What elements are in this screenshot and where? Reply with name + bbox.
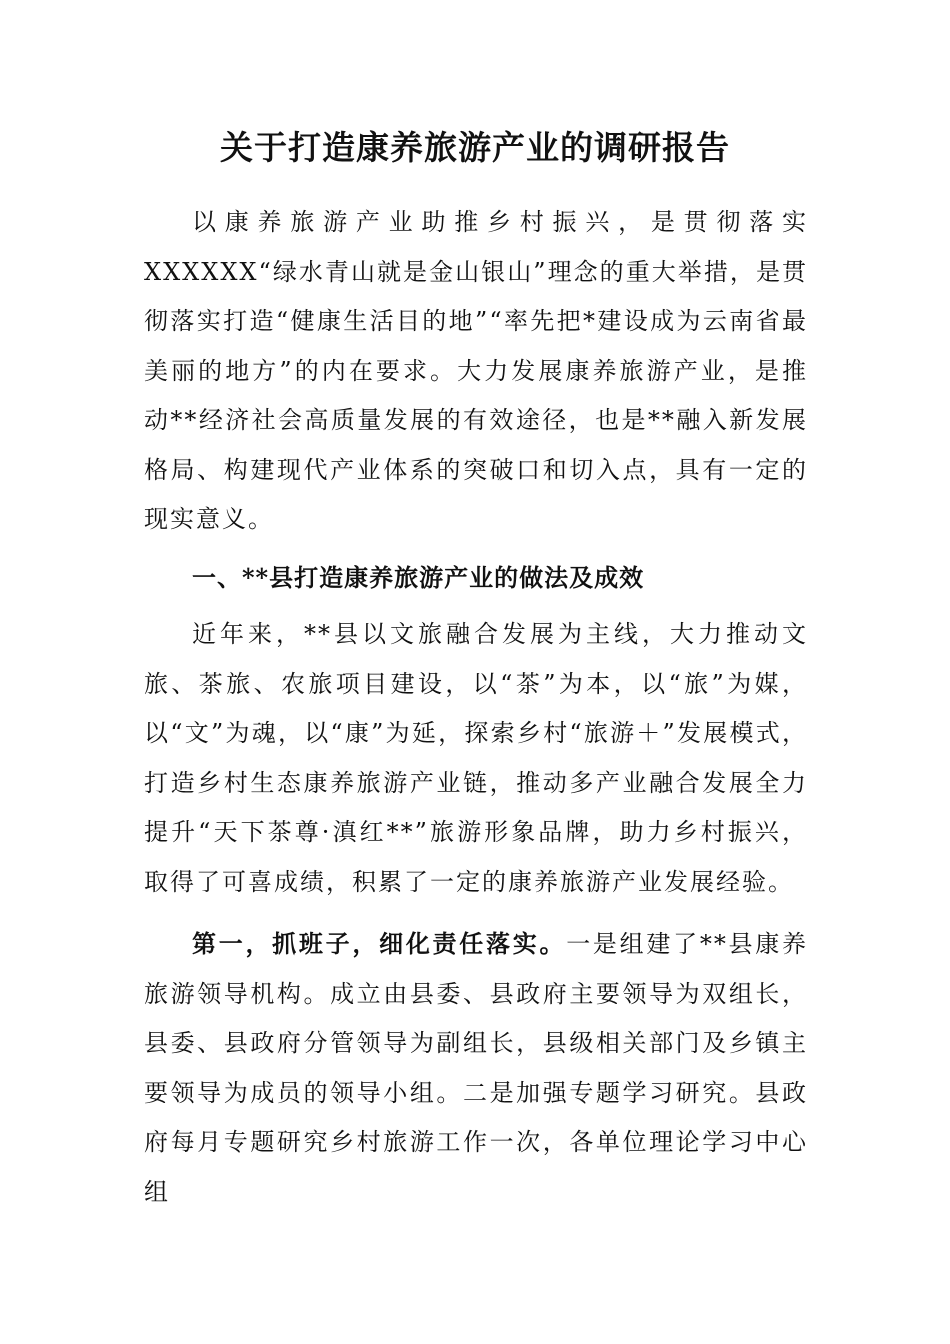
- point-paragraph: [144, 919, 808, 1217]
- section-heading: 一、**县打造康养旅游产业的做法及成效: [192, 562, 645, 592]
- point-body: 一是组建了**县康养旅游领导机构。成立由县委、县政府主要领导为双组长，县委、县政府分管领导为副组长，县级相关部门及乡镇主要领导为成员的领导小组。二是加强专题学习研究。县政府每月专题研究乡村旅游工作一次，各单位理论学习中心组: [144, 930, 809, 1206]
- section-paragraph: 近年来，**县以文旅融合发展为主线，大力推动文旅、茶旅、农旅项目建设，以“茶”为本，以“旅”为媒，以“文”为魂，以“康”为延，探索乡村“旅游＋”发展模式，打造乡村生态康养旅游产业链，推动多产业融合发展全力提升“天下茶尊·滇红**”旅游形象品牌，助力乡村振兴，取得了可喜成绩，积累了一定的康养旅游产业发展经验。: [144, 620, 808, 896]
- document-title: 关于打造康养旅游产业的调研报告: [220, 128, 730, 167]
- document-body: [144, 198, 808, 1217]
- paragraph-spacer: [144, 907, 808, 919]
- intro-paragraph: 以康养旅游产业助推乡村振兴，是贯彻落实XXXXXX“绿水青山就是金山银山”理念的重大举措，是贯彻落实打造“健康生活目的地”“率先把*建设成为云南省最美丽的地方”的内在要求。大力发展康养旅游产业，是推动**经济社会高质量发展的有效途径，也是**融入新发展格局、构建现代产业体系的突破口和切入点，具有一定的现实意义。: [144, 208, 808, 533]
- point-lead: 第一，抓班子，细化责任落实。: [192, 929, 567, 958]
